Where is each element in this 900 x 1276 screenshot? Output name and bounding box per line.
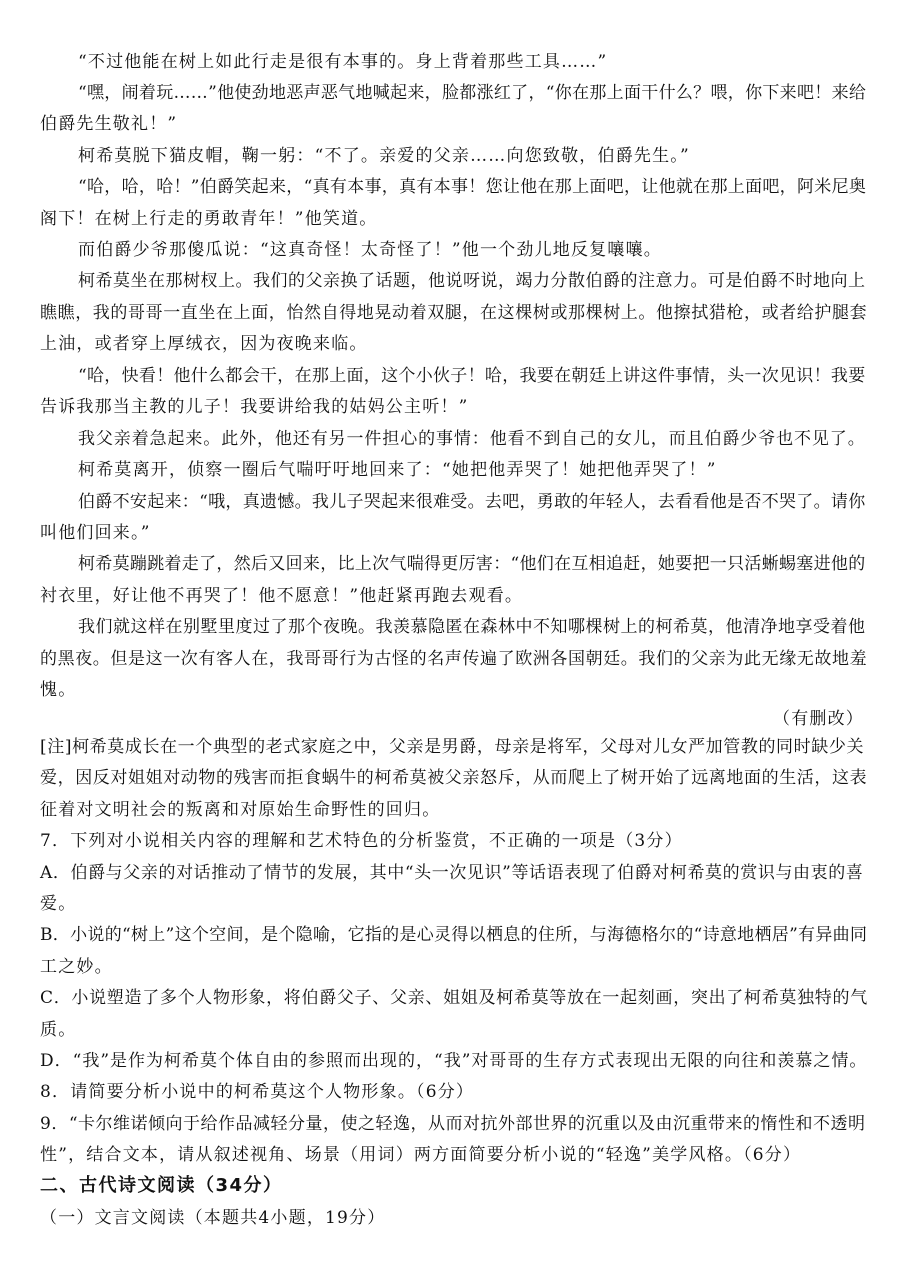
text-line: 阁下！在树上行走的勇敢青年！”他笑道。 bbox=[40, 209, 378, 229]
text-line: 而伯爵少爷那傻瓜说：“这真奇怪！太奇怪了！”他一个劲儿地反复嚷嚷。 bbox=[78, 240, 662, 260]
text-line: 叫他们回来。” bbox=[40, 523, 151, 543]
section-heading: 二、古代诗文阅读（34分） bbox=[40, 1175, 283, 1196]
text-line: “嘿，闹着玩……”他使劲地恶声恶气地喊起来，脸都涨红了，“你在那上面干什么？喂，你下来吧！来给 bbox=[78, 83, 867, 103]
text-line: 愧。 bbox=[40, 680, 77, 700]
option-d: D．“我”是作为柯希莫个体自由的参照而出现的，“我”对哥哥的生存方式表现出无限的向往和羡慕之情。 bbox=[40, 1051, 868, 1071]
text-line: 柯希莫脱下猫皮帽，鞠一躬：“不了。亲爱的父亲……向您致敬，伯爵先生。” bbox=[78, 146, 690, 166]
option-b: 工之妙。 bbox=[40, 957, 113, 977]
text-line: 告诉我那当主教的儿子！我要讲给我的姑妈公主听！” bbox=[40, 397, 469, 417]
text-line: 我父亲着急起来。此外，他还有另一件担心的事情：他看不到自己的女儿，而且伯爵少爷也不见了。 bbox=[78, 429, 866, 449]
text-line: 柯希莫坐在那树杈上。我们的父亲换了话题，他说呀说，竭力分散伯爵的注意力。可是伯爵不时地向上 bbox=[78, 271, 866, 291]
option-c: 质。 bbox=[40, 1020, 77, 1040]
text-line: “哈，哈，哈！”伯爵笑起来，“真有本事，真有本事！您让他在那上面吧，让他就在那上面吧，阿米尼奥 bbox=[78, 177, 867, 197]
annotation-line: 征着对文明社会的叛离和对原始生命野性的回归。 bbox=[40, 800, 441, 820]
question-8: 8．请简要分析小说中的柯希莫这个人物形象。（6分） bbox=[40, 1082, 475, 1102]
option-b: B．小说的“树上”这个空间，是个隐喻，它指的是心灵得以栖息的住所，与海德格尔的“诗意地栖居”有异曲同 bbox=[40, 925, 868, 945]
question-9: 9．“卡尔维诺倾向于给作品减轻分量，使之轻逸，从而对抗外部世界的沉重以及由沉重带来的惰性和不透明 bbox=[40, 1114, 866, 1134]
question-7: 7．下列对小说相关内容的理解和艺术特色的分析鉴赏，不正确的一项是（3分） bbox=[40, 831, 683, 851]
subsection-heading: （一）文言文阅读（本题共4小题，19分） bbox=[40, 1208, 386, 1228]
text-line: 伯爵先生敬礼！” bbox=[40, 114, 178, 134]
annotation-line: [注]柯希莫成长在一个典型的老式家庭之中，父亲是男爵，母亲是将军，父母对儿女严加管教的同时缺少关 bbox=[40, 737, 865, 757]
question-9: 性”，结合文本，请从叙述视角、场景（用词）两方面简要分析小说的“轻逸”美学风格。（6分） bbox=[40, 1145, 802, 1165]
text-line: 的黑夜。但是这一次有客人在，我哥哥行为古怪的名声传遍了欧洲各国朝廷。我们的父亲为此无缘无故地羞 bbox=[40, 649, 868, 669]
option-a: A．伯爵与父亲的对话推动了情节的发展，其中“头一次见识”等话语表现了伯爵对柯希莫的赏识与由衷的喜 bbox=[40, 863, 864, 883]
text-line: 伯爵不安起来：“哦，真遗憾。我儿子哭起来很难受。去吧，勇敢的年轻人，去看看他是否不哭了。请你 bbox=[78, 492, 866, 512]
text-line: 柯希莫蹦跳着走了，然后又回来，比上次气喘得更厉害：“他们在互相追赶，她要把一只活蜥蜴塞进他的 bbox=[78, 554, 866, 574]
text-line: “不过他能在树上如此行走是很有本事的。身上背着那些工具……” bbox=[78, 52, 608, 72]
text-line: 上油，或者穿上厚绒衣，因为夜晚来临。 bbox=[40, 334, 368, 354]
text-line: 柯希莫离开，侦察一圈后气喘吁吁地回来了：“她把他弄哭了！她把他弄哭了！” bbox=[78, 460, 717, 480]
annotation-line: 爱，因反对姐姐对动物的残害而拒食蜗牛的柯希莫被父亲怒斥，从而爬上了树开始了远离地面的生活，这表 bbox=[40, 768, 868, 788]
option-c: C．小说塑造了多个人物形象，将伯爵父子、父亲、姐姐及柯希莫等放在一起刻画，突出了柯希莫独特的气 bbox=[40, 988, 868, 1008]
text-line: 我们就这样在别墅里度过了那个夜晚。我羡慕隐匿在森林中不知哪棵树上的柯希莫，他清净地享受着他 bbox=[78, 617, 866, 637]
text-line: 瞧瞧，我的哥哥一直坐在上面，怡然自得地晃动着双腿，在这棵树或那棵树上。他擦拭猎枪，或者给护腿套 bbox=[40, 303, 868, 323]
source-note: （有删改） bbox=[773, 709, 864, 729]
option-a: 爱。 bbox=[40, 894, 77, 914]
text-line: 衬衣里，好让他不再哭了！他不愿意！”他赶紧再跑去观看。 bbox=[40, 586, 524, 606]
text-line: “哈，快看！他什么都会干，在那上面，这个小伙子！哈，我要在朝廷上讲这件事情，头一次见识！我要 bbox=[78, 366, 866, 386]
